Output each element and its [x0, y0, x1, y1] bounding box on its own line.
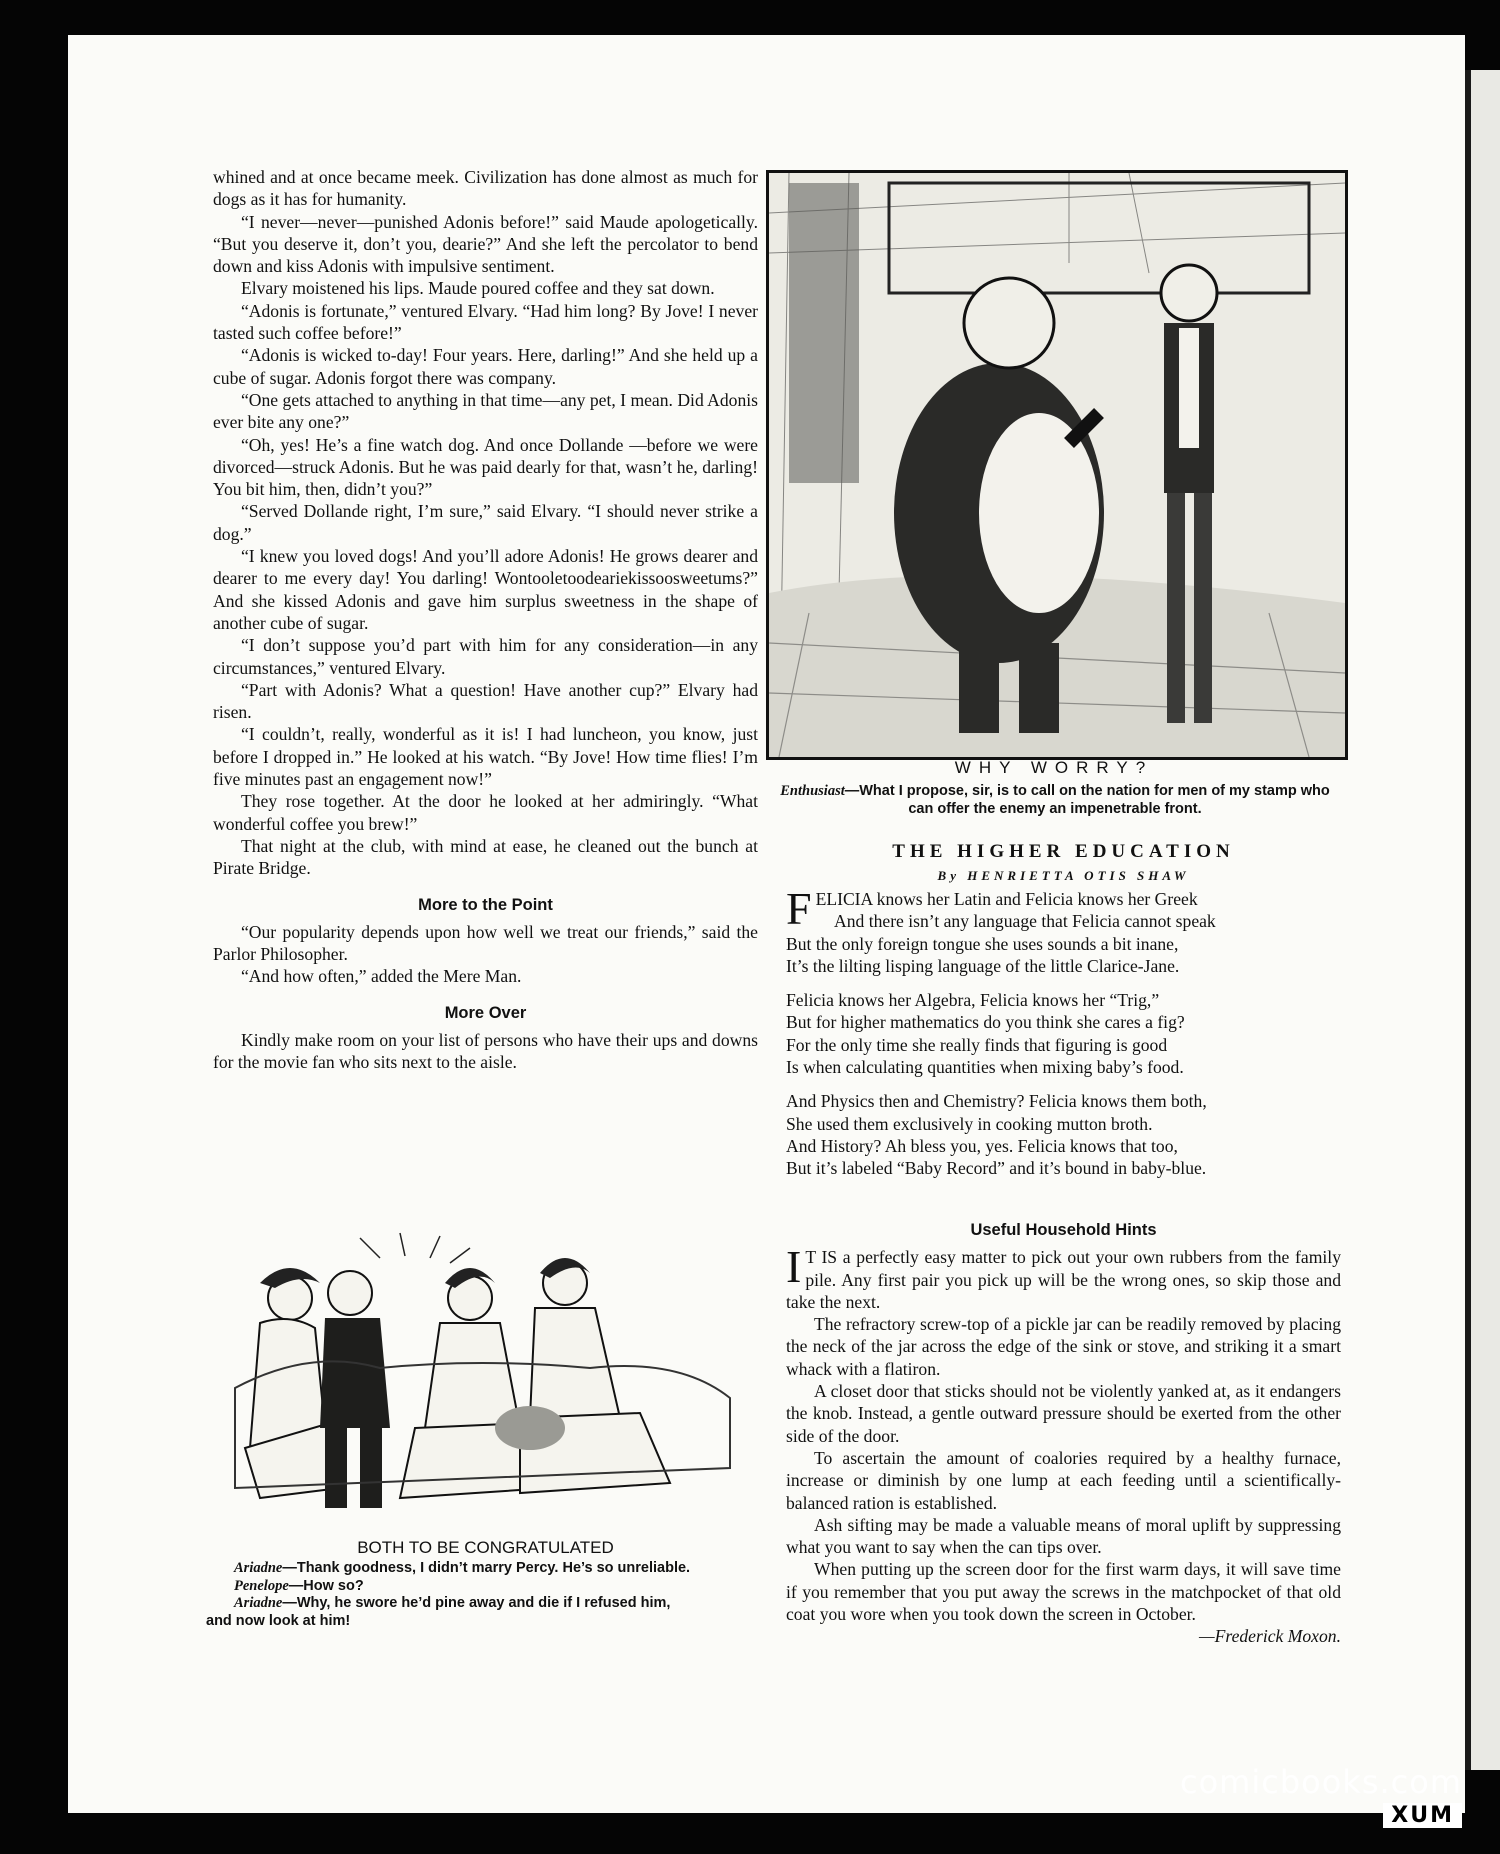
- caption-speaker: Ariadne: [234, 1595, 283, 1611]
- both-congratulated-title: BOTH TO BE CONGRATULATED: [357, 1538, 614, 1557]
- poem-line: Is when calculating quantities when mixing baby’s food.: [786, 1057, 1184, 1078]
- caption-line: [206, 1578, 762, 1596]
- story-paragraph: “One gets attached to anything in that time—any pet, I mean. Did Adonis ever bite any one?”: [213, 389, 758, 433]
- hints-para: Ash sifting may be made a valuable means of moral uplift by suppressing what you want to say when the can tips over.: [786, 1514, 1341, 1558]
- watermark-tag: XUM: [1383, 1803, 1462, 1828]
- both-congratulated-cartoon: [230, 1228, 740, 1528]
- poem-line: Felicia knows her Algebra, Felicia knows her “Trig,”: [786, 990, 1160, 1011]
- hints-first-text: T IS a perfectly easy matter to pick out your own rubbers from the family pile. Any first pair you pick up will be the wrong ones, so skip those and take the next.: [786, 1247, 1341, 1312]
- poem-line: For the only time she really finds that figuring is good: [786, 1034, 1168, 1055]
- poem-line: But for higher mathematics do you think she cares a fig?: [786, 1012, 1185, 1033]
- hints-heading: Useful Household Hints: [970, 1221, 1157, 1239]
- more-to-point-para-2: “And how often,” added the Mere Man.: [241, 966, 522, 987]
- more-over-heading: More Over: [444, 1003, 527, 1022]
- story-paragraph: Elvary moistened his lips. Maude poured coffee and they sat down.: [241, 278, 715, 299]
- both-congratulated-caption: [206, 1560, 762, 1630]
- story-paragraph: whined and at once became meek. Civilization has done almost as much for dogs as it has for humanity.: [213, 167, 758, 210]
- poem-line: She used them exclusively in cooking mutton broth.: [786, 1113, 1153, 1134]
- site-watermark: [1180, 1763, 1462, 1828]
- poem-stanza-1: [786, 883, 1341, 977]
- more-over-para: Kindly make room on your list of persons who have their ups and downs for the movie fan who sits next to the aisle.: [213, 1029, 758, 1073]
- hints-drop-cap: I: [786, 1241, 802, 1293]
- hints-para: A closet door that sticks should not be violently yanked at, as it endangers the knob. Instead, a gentle outward pressure should be exerted from the other side of the door.: [786, 1381, 1341, 1446]
- more-to-point-heading: More to the Point: [418, 895, 553, 914]
- why-worry-speaker: Enthusiast: [780, 783, 845, 799]
- story-paragraph: “Oh, yes! He’s a fine watch dog. And once Dollande —before we were divorced—struck Adonis. But he was paid dearly for that, wasn’t he, darling! You bit him, then, didn’t you?”: [213, 434, 758, 500]
- hints-signature: —Frederick Moxon.: [1198, 1626, 1341, 1647]
- poem-line: It’s the lilting lisping language of the little Clarice-Jane.: [786, 955, 1180, 976]
- why-worry-cartoon: [766, 170, 1348, 760]
- caption-text: —Why, he swore he’d pine away and die if I refused him,: [282, 1595, 671, 1611]
- caption-speaker: Penelope: [234, 1577, 289, 1594]
- both-congratulated-illustration: [230, 1228, 740, 1528]
- hints-para: The refractory screw-top of a pickle jar can be readily removed by placing the neck of the jar across the edge of the sink or stove, and striking it a smart whack with a flatiron.: [786, 1314, 1341, 1379]
- story-paragraph: “I don’t suppose you’d part with him for any consideration—in any circumstances,” ventured Elvary.: [213, 635, 758, 678]
- why-worry-title: WHY WORRY?: [954, 758, 1154, 777]
- why-worry-caption: [772, 782, 1338, 818]
- next-page-edge: [1465, 70, 1500, 1770]
- story-paragraph: “Adonis is wicked to-day! Four years. Here, darling!” And she held up a cube of sugar. Adonis forgot there was company.: [213, 345, 758, 388]
- poem-line: ELICIA knows her Latin and Felicia knows her Greek: [815, 889, 1198, 909]
- poem-line: And History? Ah bless you, yes. Felicia knows that too,: [786, 1135, 1178, 1156]
- left-column: [213, 166, 758, 1074]
- story-paragraph: That night at the club, with mind at ease, he cleaned out the bunch at Pirate Bridge.: [213, 835, 758, 879]
- story-continuation: [213, 166, 758, 880]
- poem-byline: By HENRIETTA OTIS SHAW: [937, 868, 1190, 883]
- hints-first-para: [786, 1241, 1341, 1313]
- poem-stanza-3: [786, 1090, 1341, 1179]
- story-paragraph: “I knew you loved dogs! And you’ll adore Adonis! He grows dearer and dearer to me every day! You darling! Wontooletoodeariekissoosweetums?” And she kissed Adonis and gave him surplus sweetness in the shape of another cube of sugar.: [213, 546, 758, 633]
- why-worry-illustration: [769, 173, 1345, 757]
- hints-last-text: When putting up the screen door for the first warm days, it will save time if you remember that you put away the screws in the matchpocket of that old coat you wore when you took down the screen in October.: [786, 1559, 1341, 1625]
- story-paragraph: “Served Dollande right, I’m sure,” said Elvary. “I should never strike a dog.”: [213, 501, 758, 544]
- household-hints: [786, 1205, 1341, 1648]
- hints-para: To ascertain the amount of coalories required by a healthy furnace, increase or diminish by one lump at each feeding until a scientifically-balanced ration is established.: [786, 1447, 1341, 1513]
- poem-drop-cap: F: [786, 883, 812, 934]
- poem-line: And there isn’t any language that Felicia cannot speak: [834, 911, 1216, 932]
- why-worry-caption-text: —What I propose, sir, is to call on the nation for men of my stamp who can offer the enemy an impenetrable front.: [844, 783, 1330, 817]
- caption-speaker: Ariadne: [234, 1560, 283, 1576]
- caption-line: [206, 1595, 762, 1613]
- poem-line: But the only foreign tongue she uses sounds a bit inane,: [786, 933, 1179, 954]
- story-paragraph: “I couldn’t, really, wonderful as it is! I had luncheon, you know, just before I dropped in.” He looked at his watch. “By Jove! How time flies! I’m five minutes past an engagement now!”: [213, 724, 758, 790]
- hints-last-para: [786, 1558, 1341, 1647]
- caption-text: —How so?: [288, 1577, 364, 1594]
- poem-stanza-2: [786, 989, 1341, 1078]
- caption-tail: and now look at him!: [206, 1612, 351, 1629]
- story-paragraph: “Adonis is fortunate,” ventured Elvary. “Had him long? By Jove! I never tasted such coffee before!”: [213, 300, 758, 344]
- more-to-point-para-1: “Our popularity depends upon how well we treat our friends,” said the Parlor Philosopher.: [213, 921, 758, 965]
- story-paragraph: “I never—never—punished Adonis before!” said Maude apologetically. “But you deserve it, don’t you, dearie?” And she left the percolator to bend down and kiss Adonis with impulsive sentiment.: [213, 211, 758, 277]
- caption-line: [206, 1560, 762, 1578]
- caption-text: —Thank goodness, I didn’t marry Percy. He’s so unreliable.: [282, 1560, 691, 1576]
- poem-title: THE HIGHER EDUCATION: [892, 841, 1235, 862]
- watermark-site: comicbooks.com: [1179, 1763, 1462, 1801]
- story-paragraph: They rose together. At the door he looked at her admiringly. “What wonderful coffee you brew!”: [213, 791, 758, 834]
- story-paragraph: “Part with Adonis? What a question! Have another cup?” Elvary had risen.: [213, 679, 758, 723]
- poem-body: [786, 883, 1341, 1192]
- poem-line: But it’s labeled “Baby Record” and it’s bound in baby-blue.: [786, 1158, 1207, 1179]
- poem-line: And Physics then and Chemistry? Felicia knows them both,: [786, 1091, 1207, 1112]
